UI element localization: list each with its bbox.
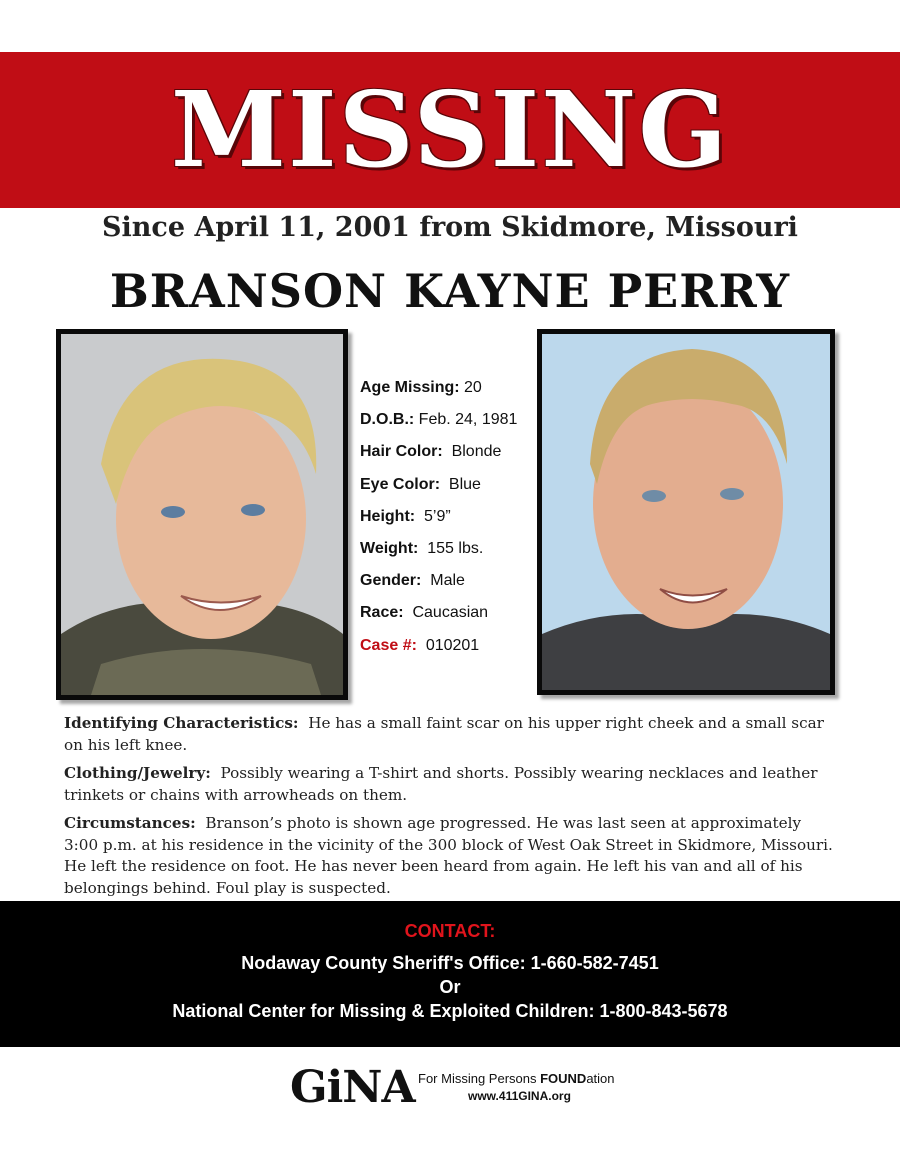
- detail-eye: Eye Color: Blue: [360, 475, 481, 493]
- contact-or: Or: [439, 977, 461, 997]
- details-list: [360, 372, 540, 662]
- contact-section: [0, 901, 900, 1047]
- portrait-photo-icon: [61, 334, 343, 695]
- age-progressed-portrait-icon: [542, 334, 830, 690]
- banner-title: MISSING: [170, 68, 730, 191]
- detail-weight: Weight: 155 lbs.: [360, 540, 484, 558]
- detail-race: Race: Caucasian: [360, 604, 489, 622]
- person-name: BRANSON KAYNE PERRY: [109, 264, 791, 318]
- detail-hair: Hair Color: Blonde: [360, 443, 502, 461]
- contact-title: CONTACT:: [404, 921, 496, 941]
- info-section: [64, 713, 834, 906]
- gina-url[interactable]: www.411GINA.org: [468, 1089, 571, 1103]
- contact-sheriff: Nodaway County Sheriff's Office: 1-660-582-7451: [241, 953, 659, 973]
- detail-gender: Gender: Male: [360, 572, 465, 590]
- circumstances: Circumstances: Branson’s photo is shown age progressed. He was last seen at approximately 3:00 p.m. at his residence in the vicinity of the 300 block of West Oak Street in Skidmore, Missouri. He left the residence on foot. He has never been heard from again. He left his van and all of his belongings behind. Foul play is suspected.: [64, 814, 833, 897]
- missing-since: Since April 11, 2001 from Skidmore, Missouri: [102, 212, 798, 243]
- gina-tagline: For Missing Persons FOUNDation: [418, 1071, 615, 1086]
- detail-age: Age Missing: 20: [360, 379, 482, 396]
- gina-footer: [290, 1062, 650, 1115]
- missing-banner: [0, 52, 900, 208]
- photo-original: [56, 329, 348, 700]
- photo-age-progressed: [537, 329, 835, 695]
- identifying-characteristics: Identifying Characteristics: He has a small faint scar on his upper right cheek and a small scar on his left knee.: [64, 714, 824, 754]
- gina-logo: GiNA: [290, 1062, 415, 1113]
- detail-case: Case #: 010201: [360, 636, 480, 654]
- detail-dob: D.O.B.: Feb. 24, 1981: [360, 411, 518, 429]
- contact-ncmec: National Center for Missing & Exploited Children: 1-800-843-5678: [172, 1001, 728, 1021]
- clothing-jewelry: Clothing/Jewelry: Possibly wearing a T-shirt and shorts. Possibly wearing necklaces and leather trinkets or chains with arrowheads on them.: [64, 764, 818, 804]
- detail-height: Height: 5’9”: [360, 507, 451, 525]
